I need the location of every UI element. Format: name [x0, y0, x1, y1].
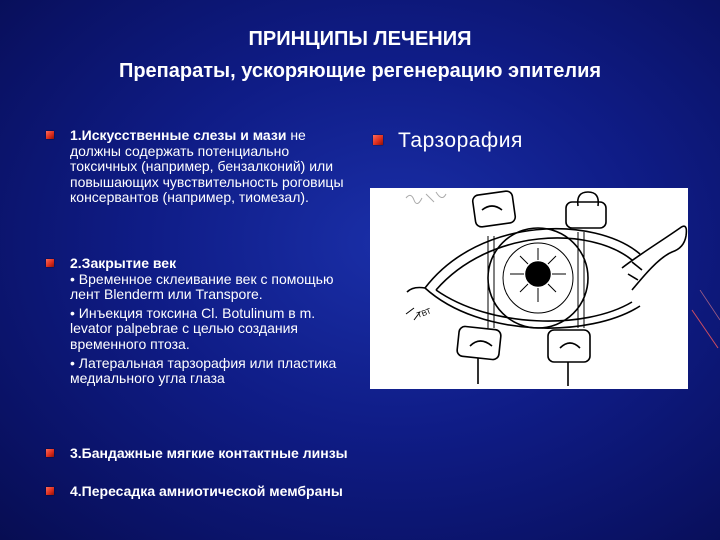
item2-sub3: • Латеральная тарзорафия или пластика медиального угла глаза: [70, 354, 337, 387]
item2-sub1: • Временное склеивание век с помощью лент Blenderm или Transpore.: [70, 270, 334, 303]
list-item-3: 3.Бандажные мягкие контактные линзы: [70, 445, 348, 461]
eye-drawing: [370, 188, 688, 389]
list-item-1: [70, 128, 360, 206]
bullet-icon: [46, 131, 54, 139]
list-item-2: [70, 256, 360, 387]
bullet-icon: [46, 259, 54, 267]
item1-heading: 1.Искусственные слезы и мази: [70, 127, 287, 143]
item2-heading: 2.Закрытие век: [70, 255, 177, 271]
bullet-icon: [46, 449, 54, 457]
tarsorrhaphy-heading: Тарзорафия: [398, 129, 523, 152]
slide-subtitle: Препараты, ускоряющие регенерацию эпителия: [118, 60, 602, 82]
slide-title: ПРИНЦИПЫ ЛЕЧЕНИЯ: [248, 28, 472, 50]
tarsorrhaphy-illustration: [370, 188, 688, 389]
decorative-streak-icon: [690, 290, 720, 350]
item1-text: не должны содержать потенциально токсичных (например, бензалконий) или повышающих чувствительность роговицы консервантов (например, тиомезал).: [70, 127, 344, 206]
bullet-icon: [46, 487, 54, 495]
item2-sub2: • Инъекция токсина Cl. Botulinum в m. levator palpebrae с целью создания временного птоза.: [70, 304, 316, 352]
list-item-4: 4.Пересадка амниотической мембраны: [70, 483, 343, 499]
bullet-icon: [373, 135, 383, 145]
figure-label: ТВТ: [415, 306, 433, 320]
